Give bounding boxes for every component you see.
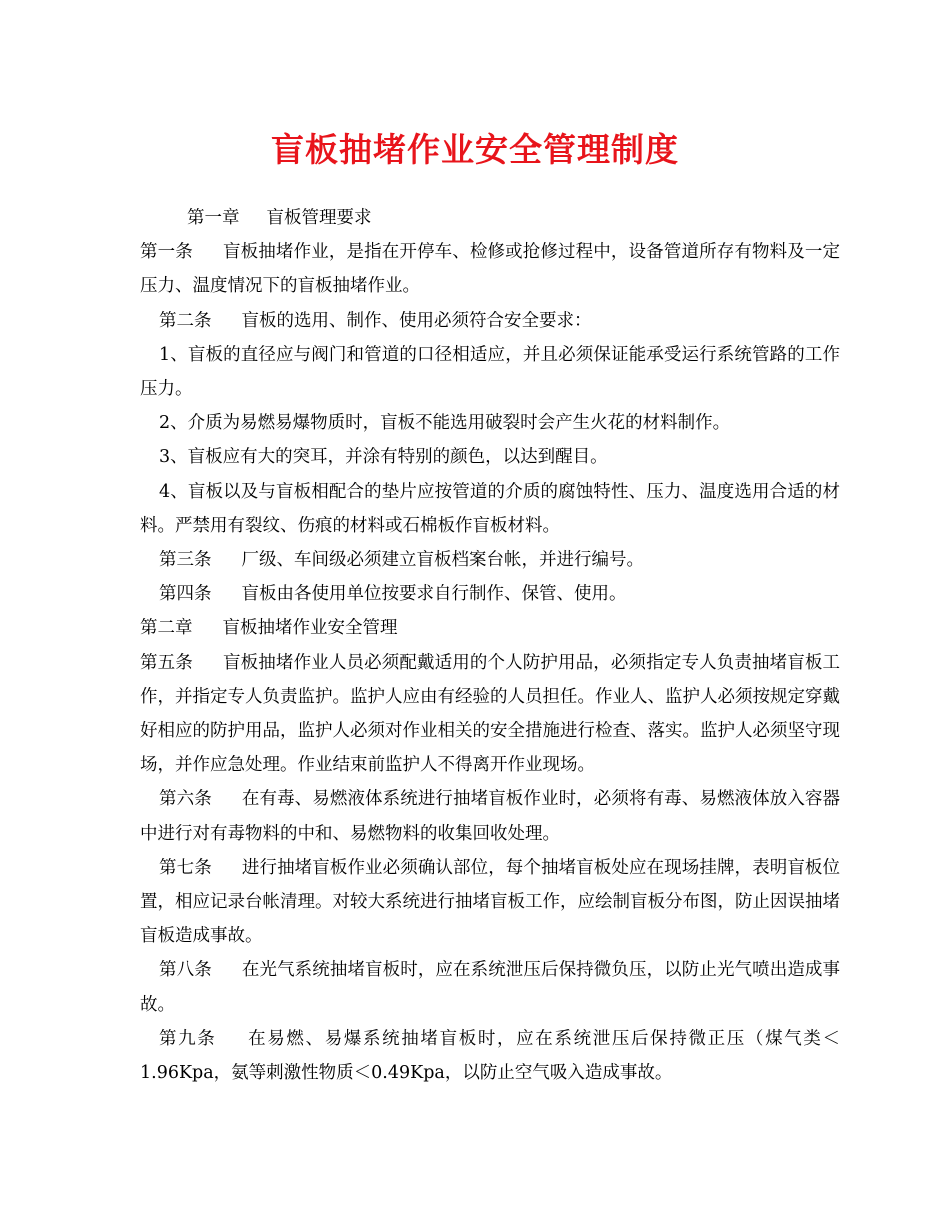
article-7: [140, 851, 840, 954]
article-label: 第二条: [159, 310, 212, 331]
document-body: [140, 201, 840, 1090]
chapter-label: 第一章: [187, 208, 240, 228]
article-4: [140, 577, 840, 611]
article-text: 在易燃、易爆系统抽堵盲板时，应在系统泄压后保持微正压（煤气类＜1.96Kpa，氨等刺激性物质＜0.49Kpa，以防止空气吸入造成事故。: [140, 1028, 841, 1084]
article-label: 第五条: [140, 652, 193, 673]
chapter-heading-2: [140, 611, 840, 645]
article-text: 在光气系统抽堵盲板时，应在系统泄压后保持微负压，以防止光气喷出造成事故。: [140, 960, 841, 1015]
article-label: 第八条: [159, 960, 212, 981]
article-label: 第六条: [159, 789, 212, 810]
article-label: 第七条: [159, 857, 212, 878]
article-2: [140, 304, 840, 338]
chapter-title: 盲板管理要求: [266, 208, 372, 228]
list-item-2: 2、介质为易燃易爆物质时，盲板不能选用破裂时会产生火花的材料制作。: [159, 413, 731, 434]
chapter-label: 第二章: [140, 618, 193, 639]
article-9: [140, 1022, 840, 1090]
article-text: 盲板抽堵作业，是指在开停车、检修或抢修过程中，设备管道所存有物料及一定压力、温度情况下的盲板抽堵作业。: [140, 242, 841, 297]
chapter-title: 盲板抽堵作业安全管理: [222, 618, 398, 639]
article-label: 第三条: [159, 550, 212, 571]
article-text: 盲板由各使用单位按要求自行制作、保管、使用。: [241, 584, 627, 605]
article-text: 盲板的选用、制作、使用必须符合安全要求：: [241, 310, 592, 331]
list-item-3: 3、盲板应有大的突耳，并涂有特别的颜色，以达到醒目。: [159, 447, 608, 468]
list-item-1: 1、盲板的直径应与阀门和管道的口径相适应，并且必须保证能承受运行系统管路的工作压力。: [140, 344, 840, 400]
article-text: 盲板抽堵作业人员必须配戴适用的个人防护用品，必须指定专人负责抽堵盲板工作，并指定专人负责监护。监护人应由有经验的人员担任。作业人、监护人必须按规定穿戴好相应的防护用品，监护人必须对作业相关的安全措施进行检查、落实。监护人必须坚守现场，并作应急处理。作业结束前监护人不得离开作业现场。: [140, 652, 841, 776]
document-title: 盲板抽堵作业安全管理制度: [271, 130, 679, 169]
article-text: 进行抽堵盲板作业必须确认部位，每个抽堵盲板处应在现场挂牌，表明盲板位置，相应记录台帐清理。对较大系统进行抽堵盲板工作，应绘制盲板分布图，防止因误抽堵盲板造成事故。: [140, 857, 841, 947]
chapter-heading-1: [140, 201, 840, 235]
article-label: 第四条: [159, 584, 212, 605]
article-label: 第一条: [140, 242, 193, 263]
article-text: 厂级、车间级必须建立盲板档案台帐，并进行编号。: [241, 550, 644, 571]
list-item-4: 4、盲板以及与盲板相配合的垫片应按管道的介质的腐蚀特性、压力、温度选用合适的材料。严禁用有裂纹、伤痕的材料或石棉板作盲板材料。: [140, 481, 840, 536]
article-3: [140, 543, 840, 577]
article-1: [140, 235, 840, 303]
article-label: 第九条: [159, 1028, 217, 1049]
article-8: [140, 953, 840, 1021]
article-5: [140, 646, 840, 783]
article-6: [140, 782, 840, 850]
article-text: 在有毒、易燃液体系统进行抽堵盲板作业时，必须将有毒、易燃液体放入容器中进行对有毒物料的中和、易燃物料的收集回收处理。: [140, 789, 841, 844]
